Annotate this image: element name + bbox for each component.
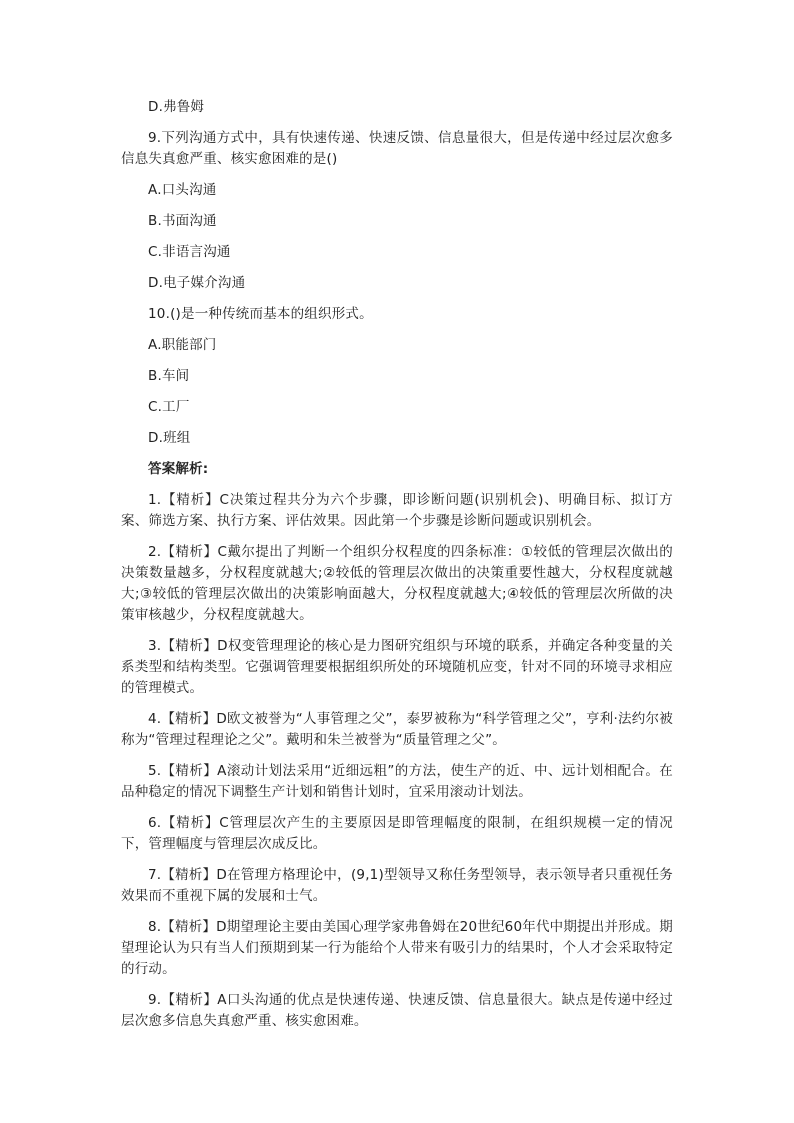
answers-heading: 答案解析: xyxy=(148,461,209,477)
q10-option-b: B.车间 xyxy=(148,368,190,384)
answer-6: 6.【精析】C管理层次产生的主要原因是即管理幅度的限制，在组织规模一定的情况下，管理幅度与管理层次成反比。 xyxy=(121,815,673,852)
q9-option-b: B.书面沟通 xyxy=(148,213,217,229)
q10-option-a: A.职能部门 xyxy=(148,337,217,353)
answer-9: 9.【精析】A口头沟通的优点是快速传递、快速反馈、信息量很大。缺点是传递中经过层次愈多信息失真愈严重、核实愈困难。 xyxy=(121,992,673,1029)
q10-option-d: D.班组 xyxy=(148,430,191,446)
answer-1: 1.【精析】C决策过程共分为六个步骤，即诊断问题(识别机会)、明确目标、拟订方案、筛选方案、执行方案、评估效果。因此第一个步骤是诊断问题或识别机会。 xyxy=(121,492,673,529)
answer-2: 2.【精析】C戴尔提出了判断一个组织分权程度的四条标准：①较低的管理层次做出的决策数量越多，分权程度就越大;②较低的管理层次做出的决策重要性越大，分权程度就越大;③较低的管理层次做出的决策影响面越大，分权程度就越大;④较低的管理层次所做的决策审核越少，分权程度就越大。 xyxy=(121,544,673,623)
q8-option-d: D.弗鲁姆 xyxy=(148,99,205,115)
answer-8: 8.【精析】D期望理论主要由美国心理学家弗鲁姆在20世纪60年代中期提出并形成。期望理论认为只有当人们预期到某一行为能给个人带来有吸引力的结果时，个人才会采取特定的行动。 xyxy=(121,919,673,977)
answer-7: 7.【精析】D在管理方格理论中，(9,1)型领导又称任务型领导，表示领导者只重视任务效果而不重视下属的发展和士气。 xyxy=(121,867,673,904)
answer-4: 4.【精析】D欧文被誉为“人事管理之父”，泰罗被称为“科学管理之父”，亨利·法约尔被称为“管理过程理论之父”。戴明和朱兰被誉为“质量管理之父”。 xyxy=(121,711,673,748)
answer-5: 5.【精析】A滚动计划法采用“近细远粗”的方法，使生产的近、中、远计划相配合。在品种稳定的情况下调整生产计划和销售计划时，宜采用滚动计划法。 xyxy=(121,763,673,800)
q9-stem: 9.下列沟通方式中，具有快速传递、快速反馈、信息量很大，但是传递中经过层次愈多信息失真愈严重、核实愈困难的是() xyxy=(121,130,673,167)
q9-option-d: D.电子媒介沟通 xyxy=(148,275,246,291)
q9-option-c: C.非语言沟通 xyxy=(148,244,231,260)
answer-3: 3.【精析】D权变管理理论的核心是力图研究组织与环境的联系，并确定各种变量的关系类型和结构类型。它强调管理要根据组织所处的环境随机应变，针对不同的环境寻求相应的管理模式。 xyxy=(121,638,673,696)
q10-stem: 10.()是一种传统而基本的组织形式。 xyxy=(148,306,373,322)
q10-option-c: C.工厂 xyxy=(148,399,190,415)
q9-option-a: A.口头沟通 xyxy=(148,182,217,198)
document-page xyxy=(121,97,673,1042)
